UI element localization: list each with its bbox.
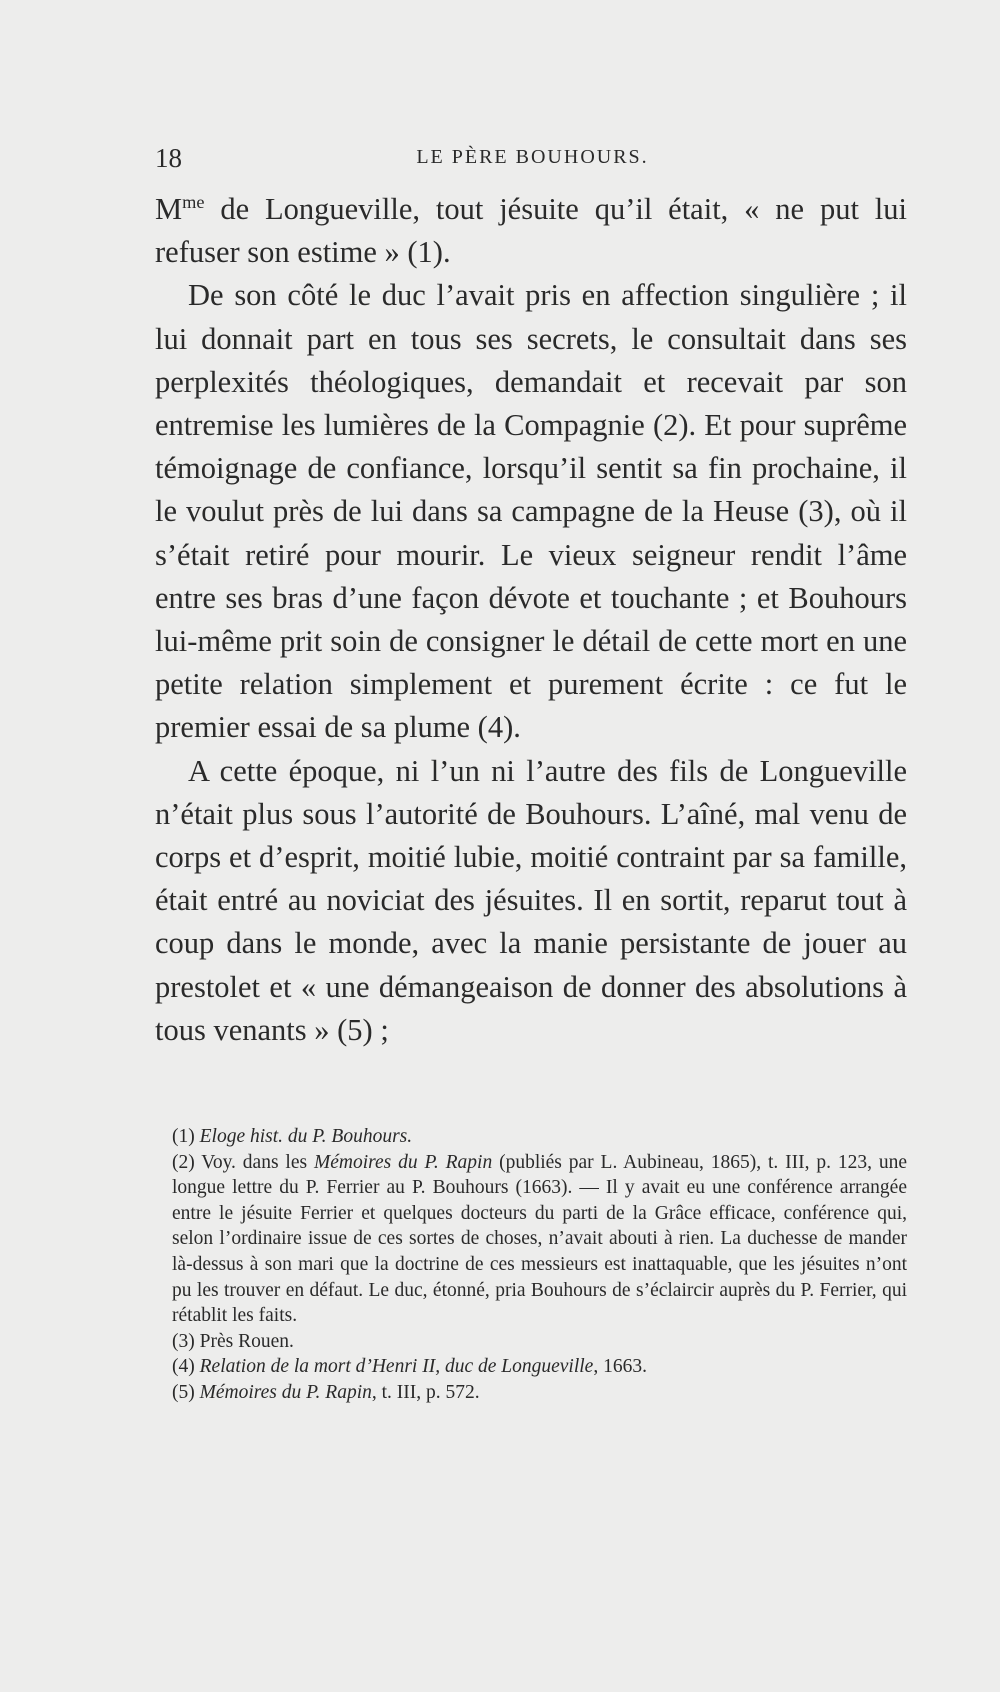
footnote-5-mark: (5)	[172, 1381, 200, 1403]
footnote-5-title: Mémoires du P. Rapin	[199, 1381, 372, 1403]
paragraph-1-text: de Longueville, tout jésuite qu’il était, « ne put lui refuser son estime » (1).	[155, 192, 907, 270]
footnote-1	[172, 1124, 907, 1150]
main-text	[155, 188, 907, 1052]
running-title: LE PÈRE BOUHOURS.	[416, 146, 649, 168]
footnote-2-mark: (2) Voy. dans les	[172, 1151, 314, 1173]
footnotes	[172, 1124, 907, 1406]
footnote-4-title: Relation de la mort d’Henri II, duc de Longueville	[199, 1356, 594, 1378]
footnote-2-title: Mémoires du P. Rapin	[313, 1151, 493, 1173]
footnote-1-title: Eloge hist. du P. Bouhours.	[199, 1126, 413, 1147]
footnote-1-mark: (1)	[172, 1126, 200, 1147]
title-abbrev: M	[155, 192, 183, 226]
footnote-4	[172, 1354, 907, 1380]
paragraph-2: De son côté le duc l’avait pris en affection singulière ; il lui donnait part en tous ses secrets, le consultait dans ses perplexités théologiques, demandait et recevait par son entremise les lumières de la Compagnie (2). Et pour suprême témoignage de confiance, lorsqu’il sentit sa fin prochaine, il le voulut près de lui dans sa campagne de la Heuse (3), où il s’était retiré pour mourir. Le vieux seigneur rendit l’âme entre ses bras d’une façon dévote et touchante ; et Bouhours lui-même prit soin de consigner le détail de cette mort en une petite relation simplement et purement écrite : ce fut le premier essai de sa plume (4).	[155, 278, 907, 745]
footnote-5-text: , t. III, p. 572.	[371, 1381, 480, 1403]
title-abbrev-superscript: me	[182, 191, 205, 212]
page-number: 18	[155, 143, 182, 173]
footnote-4-mark: (4)	[172, 1356, 200, 1378]
paragraph-1	[155, 188, 907, 274]
running-head	[155, 143, 910, 177]
footnote-2-text: (publiés par L. Aubineau, 1865), t. III, p. 123, une longue lettre du P. Ferrier au P. Bouhours (1663). — Il y avait eu une conférence arrangée entre le jésuite Ferrier et quelques docteurs du parti de la Grâce efficace, conférence qui, selon l’ordinaire issue de ces sortes de choses, n’avait abouti à rien. La duchesse de mander là-dessus à son mari que la doctrine de ces messieurs est inattaquable, que les jésuites n’ont pu les trouver en défaut. Le duc, étonné, pria Bouhours de s’éclaircir auprès du P. Ferrier, qui rétablit les faits.	[172, 1151, 907, 1327]
footnote-2	[172, 1150, 907, 1329]
footnote-4-text: , 1663.	[593, 1356, 647, 1378]
paragraph-3: A cette époque, ni l’un ni l’autre des fils de Longueville n’était plus sous l’autorité de Bouhours. L’aîné, mal venu de corps et d’esprit, moitié lubie, moitié contraint par sa famille, était entré au noviciat des jésuites. Il en sortit, reparut tout à coup dans le monde, avec la manie persistante de jouer au prestolet et « une démangeaison de donner des absolutions à tous venants » (5) ;	[155, 753, 907, 1047]
footnote-3: (3) Près Rouen.	[172, 1330, 294, 1352]
footnote-5	[172, 1380, 907, 1406]
